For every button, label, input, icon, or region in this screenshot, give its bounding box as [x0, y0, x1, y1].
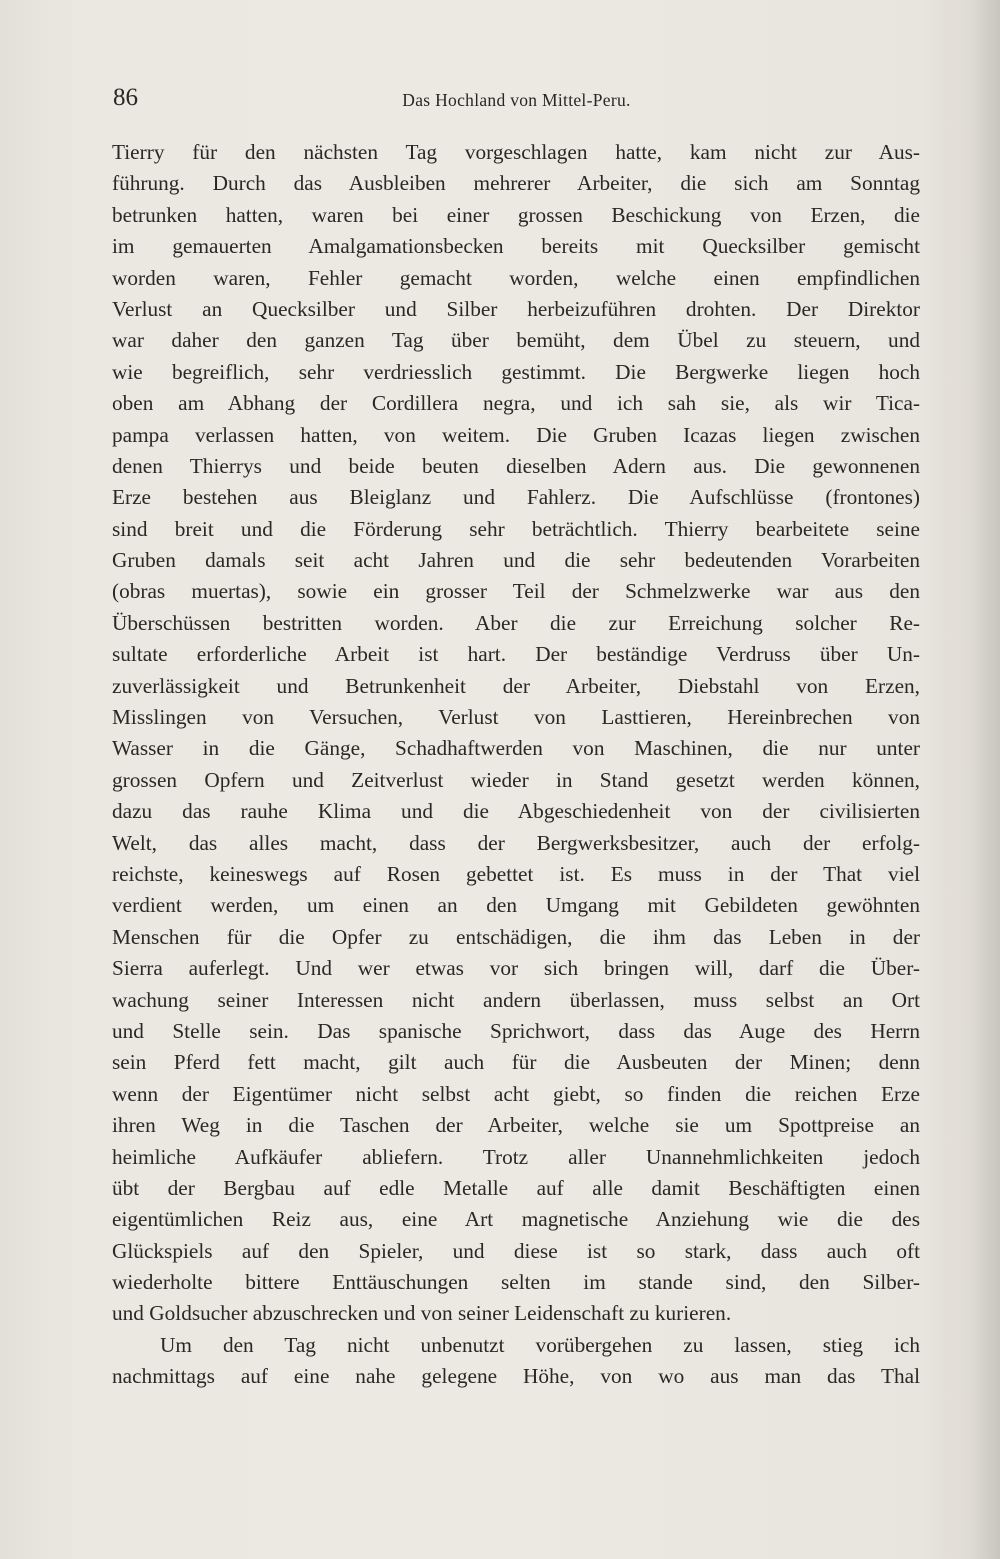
- text-line: Glückspiels auf den Spieler, und diese ist so stark, dass auch oft: [112, 1238, 920, 1263]
- text-line: Menschen für die Opfer zu entschädigen, die ihm das Leben in der: [112, 924, 920, 949]
- text-line: wenn der Eigentümer nicht selbst acht giebt, so finden die reichen Erze: [112, 1081, 920, 1106]
- text-line: wachung seiner Interessen nicht andern überlassen, muss selbst an Ort: [112, 987, 920, 1012]
- text-line: übt der Bergbau auf edle Metalle auf alle damit Beschäftigten einen: [112, 1175, 920, 1200]
- text-line: (obras muertas), sowie ein grosser Teil der Schmelzwerke war aus den: [112, 579, 920, 604]
- page-number: 86: [113, 84, 138, 111]
- text-line: heimliche Aufkäufer abliefern. Trotz aller Unannehmlichkeiten jedoch: [112, 1144, 920, 1169]
- text-line: betrunken hatten, waren bei einer grossen Beschickung von Erzen, die: [112, 202, 920, 227]
- text-line: sultate erforderliche Arbeit ist hart. Der beständige Verdruss über Un-: [112, 642, 920, 667]
- text-line: führung. Durch das Ausbleiben mehrerer Arbeiter, die sich am Sonntag: [112, 171, 920, 196]
- text-line: pampa verlassen hatten, von weitem. Die Gruben Icazas liegen zwischen: [112, 422, 920, 447]
- text-line: Erze bestehen aus Bleiglanz und Fahlerz. Die Aufschlüsse (frontones): [112, 485, 920, 510]
- text-line: im gemauerten Amalgamationsbecken bereits mit Quecksilber gemischt: [112, 234, 920, 259]
- text-line: und Stelle sein. Das spanische Sprichwort, dass das Auge des Herrn: [112, 1018, 920, 1043]
- text-line: wiederholte bittere Enttäuschungen selten im stande sind, den Silber-: [112, 1270, 920, 1295]
- text-line: worden waren, Fehler gemacht worden, welche einen empfindlichen: [112, 265, 920, 290]
- text-line: Tierry für den nächsten Tag vorgeschlagen hatte, kam nicht zur Aus-: [112, 140, 920, 164]
- text-line: nachmittags auf eine nahe gelegene Höhe, von wo aus man das Thal: [112, 1364, 920, 1389]
- text-line: Gruben damals seit acht Jahren und die sehr bedeutenden Vorarbeiten: [112, 548, 920, 573]
- text-line: Wasser in die Gänge, Schadhaftwerden von Maschinen, die nur unter: [112, 736, 920, 761]
- running-title: Das Hochland von Mittel-Peru.: [402, 90, 631, 110]
- text-line: reichste, keineswegs auf Rosen gebettet ist. Es muss in der That viel: [112, 861, 920, 886]
- text-line: denen Thierrys und beide beuten dieselben Adern aus. Die gewonnenen: [112, 453, 920, 478]
- text-line: und Goldsucher abzuschrecken und von seiner Leidenschaft zu kurieren.: [112, 1301, 732, 1326]
- text-line: Sierra auferlegt. Und wer etwas vor sich bringen will, darf die Über-: [112, 956, 920, 981]
- text-line: war daher den ganzen Tag über bemüht, dem Übel zu steuern, und: [112, 328, 920, 353]
- page-edge-shadow: [970, 0, 1000, 1559]
- text-line: wie begreiflich, sehr verdriesslich gestimmt. Die Bergwerke liegen hoch: [112, 359, 920, 384]
- text-line: Überschüssen bestritten worden. Aber die zur Erreichung solcher Re-: [112, 610, 920, 635]
- text-line: eigentümlichen Reiz aus, eine Art magnetische Anziehung wie die des: [112, 1207, 920, 1232]
- page-header: [113, 84, 920, 114]
- text-line: Misslingen von Versuchen, Verlust von Lasttieren, Hereinbrechen von: [112, 705, 920, 730]
- text-line: sein Pferd fett macht, gilt auch für die Ausbeuten der Minen; denn: [112, 1050, 920, 1075]
- text-line: dazu das rauhe Klima und die Abgeschiedenheit von der civilisierten: [112, 799, 920, 824]
- text-line: Welt, das alles macht, dass der Bergwerksbesitzer, auch der erfolg-: [112, 830, 920, 855]
- text-line: zuverlässigkeit und Betrunkenheit der Arbeiter, Diebstahl von Erzen,: [112, 673, 920, 698]
- body-text: [112, 137, 920, 1393]
- text-line: sind breit und die Förderung sehr beträchtlich. Thierry bearbeitete seine: [112, 516, 920, 541]
- text-line: grossen Opfern und Zeitverlust wieder in Stand gesetzt werden können,: [112, 767, 920, 792]
- text-line: oben am Abhang der Cordillera negra, und ich sah sie, als wir Tica-: [112, 391, 920, 416]
- text-line: verdient werden, um einen an den Umgang mit Gebildeten gewöhnten: [112, 893, 920, 918]
- text-line: Verlust an Quecksilber und Silber herbeizuführen drohten. Der Direktor: [112, 296, 920, 321]
- text-line: ihren Weg in die Taschen der Arbeiter, welche sie um Spottpreise an: [112, 1113, 920, 1138]
- paragraph-first-line: Um den Tag nicht unbenutzt vorübergehen zu lassen, stieg ich: [160, 1332, 920, 1357]
